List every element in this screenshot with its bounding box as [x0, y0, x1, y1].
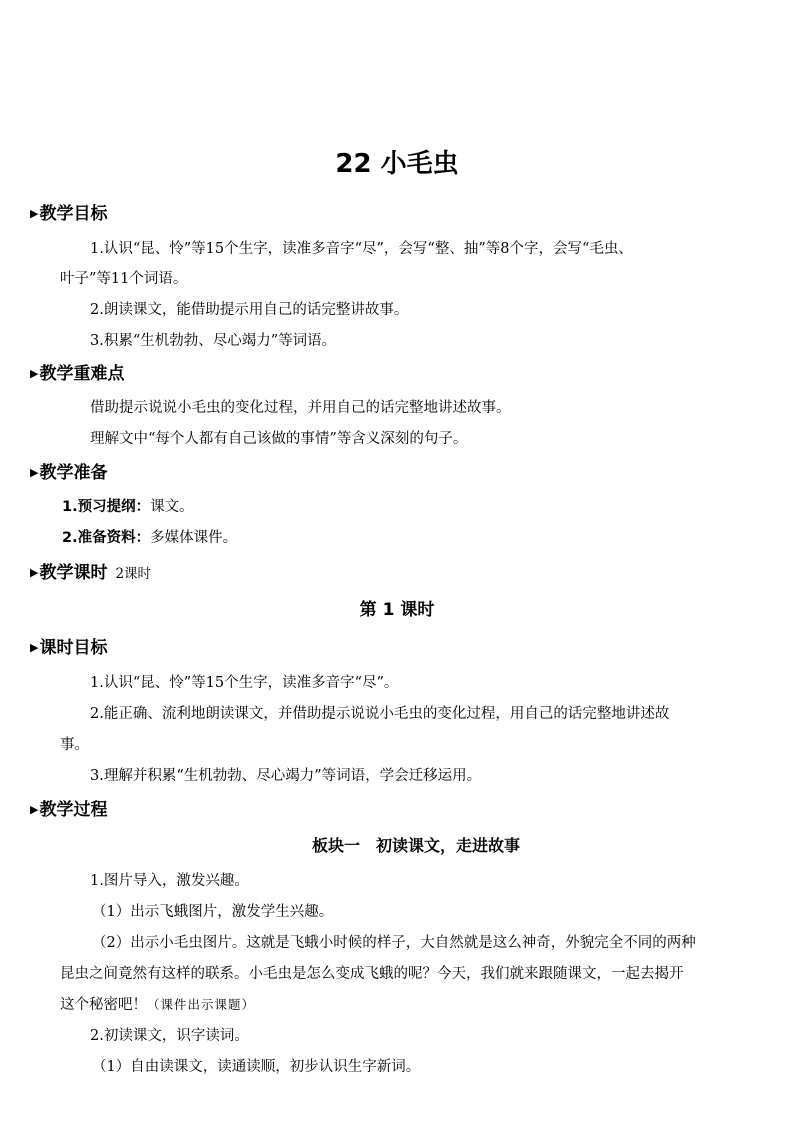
- lesson1-title: 第 1 课时: [359, 600, 435, 620]
- step-1-2-end: [60, 994, 255, 1016]
- heading-text: 教学过程: [39, 800, 108, 820]
- step-1: 1.图片导入，激发兴趣。: [90, 873, 249, 889]
- heading-text: 教学重难点: [39, 364, 125, 384]
- lesson-goal-1: 1.认识“昆、怜”等15个生字，读准多音字“尽”。: [90, 675, 399, 691]
- triangle-bullet-icon: ▶: [30, 207, 39, 220]
- step-1-2-cont: 昆虫之间竟然有这样的联系。小毛虫是怎么变成飞蛾的呢？今天，我们就来跟随课文，一起去揭开: [60, 966, 684, 982]
- triangle-bullet-icon: ▶: [30, 466, 39, 479]
- prep-text: 课文。: [150, 499, 194, 515]
- hours-value: 2课时: [115, 566, 152, 582]
- triangle-bullet-icon: ▶: [30, 641, 39, 654]
- step-2-1: （1）自由读课文，读通读顺，初步认识生字新词。: [92, 1059, 421, 1075]
- lesson-goal-3: 3.理解并积累“生机勃勃、尽心竭力”等词语，学会迁移运用。: [90, 768, 482, 784]
- courseware-note: （课件出示课题）: [147, 997, 256, 1012]
- heading-text: 教学目标: [39, 204, 108, 224]
- key-point-1: 借助提示说说小毛虫的变化过程，并用自己的话完整地讲述故事。: [90, 400, 511, 416]
- step-1-1: （1）出示飞蛾图片，激发学生兴趣。: [92, 904, 334, 920]
- goal-line-1-cont: 叶子”等11个词语。: [60, 271, 188, 287]
- prep-label: 1.预习提纲：: [62, 499, 151, 515]
- block-title: 板块一 初读课文，走进故事: [312, 836, 521, 855]
- key-point-2: 理解文中“每个人都有自己该做的事情”等含义深刻的句子。: [90, 431, 468, 447]
- section-heading-key-points: [30, 362, 124, 386]
- heading-text: 教学课时: [39, 563, 108, 583]
- prep-text: 多媒体课件。: [150, 530, 238, 546]
- prep-label: 2.准备资料：: [62, 530, 151, 546]
- step-text: 这个秘密吧！: [60, 997, 147, 1013]
- lesson-goal-2: 2.能正确、流利地朗读课文，并借助提示说说小毛虫的变化过程，用自己的话完整地讲述故: [90, 706, 670, 722]
- section-heading-lesson-goals: [30, 636, 107, 660]
- heading-text: 课时目标: [39, 638, 108, 658]
- triangle-bullet-icon: ▶: [30, 566, 39, 579]
- prep-item-2: [62, 527, 237, 549]
- goal-line-2: 2.朗读课文，能借助提示用自己的话完整讲故事。: [90, 302, 409, 318]
- triangle-bullet-icon: ▶: [30, 803, 39, 816]
- section-heading-preparation: [30, 461, 107, 485]
- lesson-goal-2-cont: 事。: [60, 737, 89, 753]
- section-heading-hours: [30, 561, 151, 586]
- lesson-title: 22 小毛虫: [335, 149, 459, 179]
- heading-text: 教学准备: [39, 463, 108, 483]
- prep-item-1: [62, 496, 194, 518]
- triangle-bullet-icon: ▶: [30, 367, 39, 380]
- goal-line-1: 1.认识“昆、怜”等15个生字，读准多音字“尽”，会写“整、抽”等8个字，会写“毛虫、: [90, 241, 633, 257]
- section-heading-goals: [30, 202, 107, 226]
- section-heading-process: [30, 798, 107, 822]
- step-2: 2.初读课文，识字读词。: [90, 1028, 249, 1044]
- step-1-2: （2）出示小毛虫图片。这就是飞蛾小时候的样子，大自然就是这么神奇，外貌完全不同的两种: [92, 935, 696, 951]
- goal-line-3: 3.积累“生机勃勃、尽心竭力”等词语。: [90, 333, 337, 349]
